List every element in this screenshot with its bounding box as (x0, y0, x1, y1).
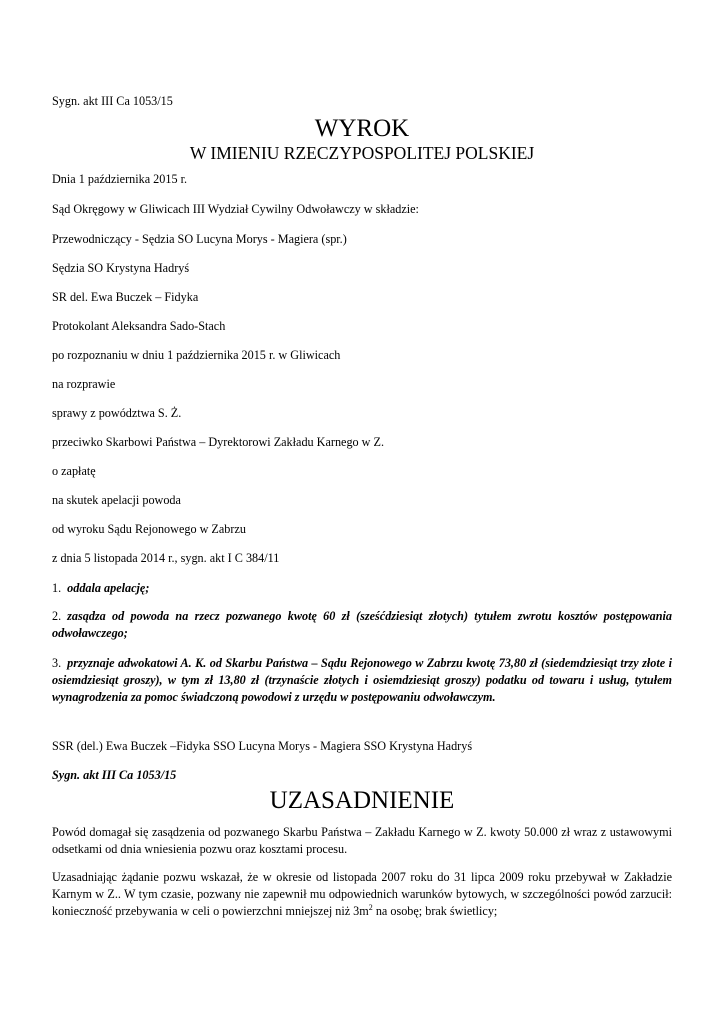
lower-court-line: od wyroku Sądu Rejonowego w Zabrzu (52, 522, 246, 536)
ruling-item-3 (52, 655, 672, 706)
paragraph-text-end: na osobę; brak świetlicy; (372, 904, 498, 918)
ruling-number: 3. (52, 656, 62, 670)
hearing-line: po rozpoznaniu w dniu 1 października 2015 r. w Gliwicach (52, 348, 341, 362)
paragraph-text: Uzasadniając żądanie pozwu wskazał, że w okresie od listopada 2007 roku do 31 lipca 2009 roku przebywał w Zakładzie Karnym w Z.. W tym czasie, pozwany nie zapewnił mu odpowiednich warunków bytowych, w szczególności powód zarzucił: konieczność przebywania w celi o powierzchni mniejszej niż 3m (52, 870, 672, 918)
signatures-line: SSR (del.) Ewa Buczek –Fidyka SSO Lucyna Morys - Magiera SSO Krystyna Hadryś (52, 739, 473, 753)
trial-line: na rozprawie (52, 377, 116, 391)
ruling-text: zasądza od powoda na rzecz pozwanego kwotę 60 zł (sześćdziesiąt złotych) tytułem zwrotu kosztów postępowania odwoławczego; (52, 609, 672, 640)
appeal-line: na skutek apelacji powoda (52, 493, 181, 507)
judge-line: Sędzia SO Krystyna Hadryś (52, 261, 190, 275)
ruling-number: 2. (52, 609, 62, 623)
subject-line: o zapłatę (52, 464, 96, 478)
justification-title: UZASADNIENIE (269, 787, 455, 814)
ruling-text: oddala apelację; (67, 581, 150, 595)
ruling-item-1 (52, 580, 672, 597)
case-signature: Sygn. akt III Ca 1053/15 (52, 94, 173, 108)
justification-paragraph-2 (52, 869, 672, 920)
delegated-judge-line: SR del. Ewa Buczek – Fidyka (52, 290, 199, 304)
presiding-judge-line: Przewodniczący - Sędzia SO Lucyna Morys - Magiera (spr.) (52, 232, 347, 246)
ruling-item-2 (52, 608, 672, 642)
plaintiff-line: sprawy z powództwa S. Ż. (52, 406, 182, 420)
superscript: 2 (368, 902, 373, 912)
justification-signature: Sygn. akt III Ca 1053/15 (52, 768, 177, 782)
court-line: Sąd Okręgowy w Gliwicach III Wydział Cywilny Odwoławczy w składzie: (52, 202, 419, 216)
defendant-line: przeciwko Skarbowi Państwa – Dyrektorowi Zakładu Karnego w Z. (52, 435, 385, 449)
ruling-number: 1. (52, 581, 62, 595)
justification-paragraph-1: Powód domagał się zasądzenia od pozwanego Skarbu Państwa – Zakładu Karnego w Z. kwoty 50.000 zł wraz z ustawowymi odsetkami od dnia wniesienia pozwu oraz kosztami procesu. (52, 825, 672, 856)
lower-court-date-line: z dnia 5 listopada 2014 r., sygn. akt I C 384/11 (52, 551, 280, 565)
judgment-subtitle: W IMIENIU RZECZYPOSPOLITEJ POLSKIEJ (189, 143, 535, 163)
judgment-title: WYROK (314, 115, 410, 142)
date-line: Dnia 1 października 2015 r. (52, 172, 188, 186)
ruling-text: przyznaje adwokatowi A. K. od Skarbu Państwa – Sądu Rejonowego w Zabrzu kwotę 73,80 zł (siedemdziesiąt trzy złote i osiemdziesiąt groszy), w tym zł 13,80 zł (trzynaście złotych i osiemdziesiąt groszy) podatku od towaru i usług, tytułem wynagrodzenia za pomoc świadczoną powodowi z urzędu w postępowaniu odwoławczym. (52, 656, 672, 704)
clerk-line: Protokolant Aleksandra Sado-Stach (52, 319, 226, 333)
